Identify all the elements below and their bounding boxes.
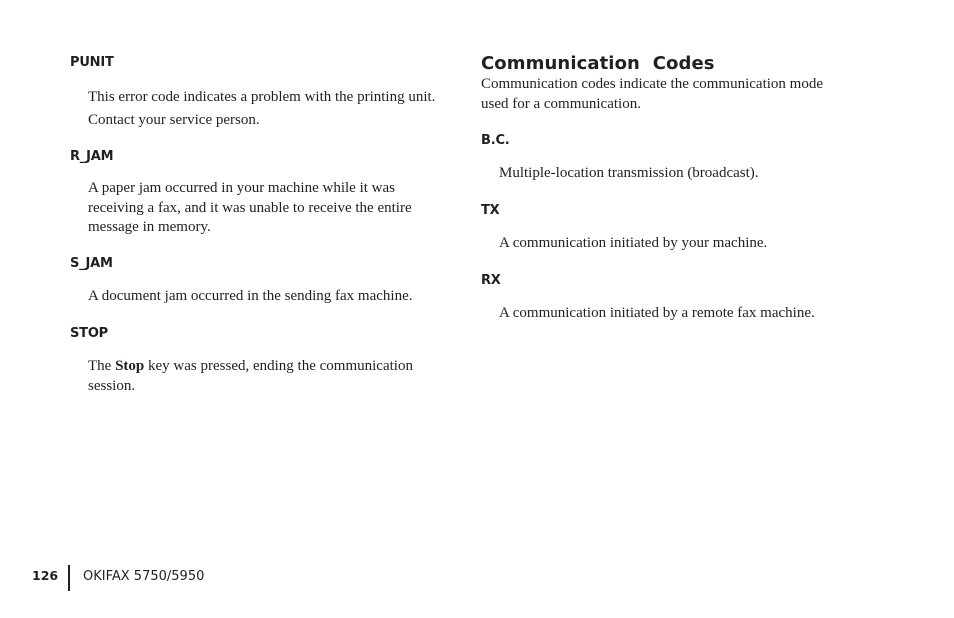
stop-key-name: Stop [115,358,145,374]
code-description-s-jam [88,287,412,307]
intro-line: Communication codes indicate the communication mode [481,76,823,92]
description-line: Contact your service person. [88,112,260,128]
code-description-rx: A communication initiated by a remote fax machine. [499,305,815,321]
code-heading-s-jam: S_JAM [70,256,113,271]
description-line: The Stop key was pressed, ending the communication [88,358,413,374]
description-line: receiving a fax, and it was unable to receive the entire [88,199,412,216]
code-heading-tx: TX [481,203,500,218]
page-number: 126 [32,568,59,583]
code-heading-punit: PUNIT [70,55,114,70]
code-description-punit [88,86,435,132]
intro-line: used for a communication. [481,95,641,112]
code-heading-stop: STOP [70,326,109,341]
footer-product-title: OKIFAX 5750/5950 [83,569,205,584]
footer-divider [68,565,70,591]
section-intro [481,75,823,114]
description-line: A paper jam occurred in your machine while it was [88,180,395,196]
description-line: message in memory. [88,219,211,235]
code-description-bc: Multiple-location transmission (broadcast). [499,165,759,181]
code-heading-rx: RX [481,273,501,288]
code-description-r-jam [88,179,412,238]
description-line: session. [88,377,136,394]
description-line: This error code indicates a problem with the printing unit. [88,89,436,105]
code-heading-r-jam: R_JAM [70,149,114,164]
code-description-stop [88,357,413,396]
description-line: A document jam occurred in the sending fax machine. [88,288,413,304]
code-heading-bc: B.C. [481,133,510,148]
code-description-tx: A communication initiated by your machine. [499,235,768,251]
section-title: Communication Codes [481,53,715,74]
